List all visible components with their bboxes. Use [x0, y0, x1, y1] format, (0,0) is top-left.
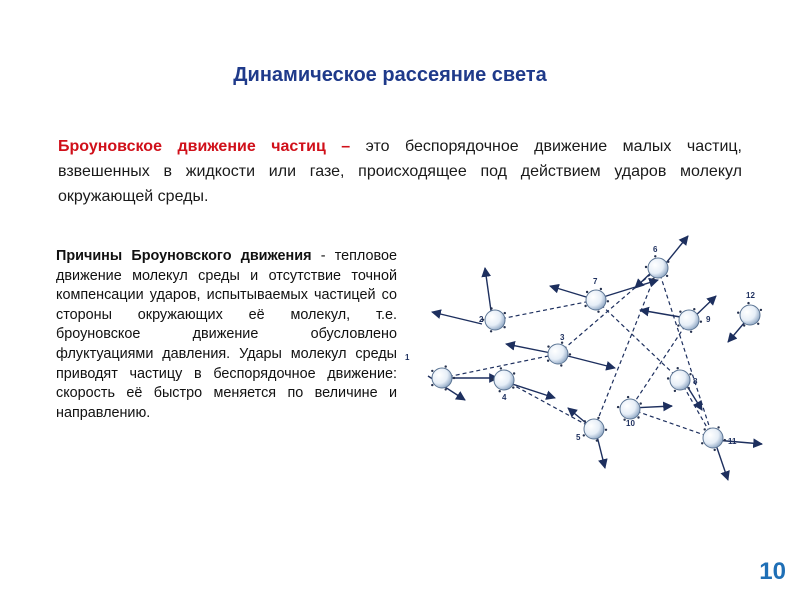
molecule-dot [512, 386, 514, 388]
particle-10 [620, 399, 640, 419]
impulse-arrow [432, 312, 482, 324]
molecule-dot [600, 288, 602, 290]
molecule-dot [569, 353, 571, 355]
particle-label-7: 7 [593, 277, 598, 286]
molecule-dot [490, 307, 492, 309]
particle-1 [432, 368, 452, 388]
molecule-dot [490, 330, 492, 332]
molecule-dot [491, 378, 493, 380]
molecule-dot [453, 377, 455, 379]
molecule-dot [667, 261, 669, 263]
particle-6 [648, 258, 668, 278]
trajectory-dash [596, 300, 680, 380]
molecule-dot [513, 372, 515, 374]
molecule-dot [605, 429, 607, 431]
molecule-dot [693, 308, 695, 310]
molecule-dot [584, 420, 586, 422]
definition-dash: – [325, 138, 366, 155]
particle-8 [670, 370, 690, 390]
molecule-dot [717, 426, 719, 428]
molecule-dot [757, 323, 759, 325]
particle-7 [586, 290, 606, 310]
particle-2 [485, 310, 505, 330]
molecule-dot [743, 324, 745, 326]
particle-label-6: 6 [653, 245, 658, 254]
particle-12 [740, 305, 760, 325]
molecule-dot [747, 302, 749, 304]
molecule-dot [737, 312, 739, 314]
trajectory-dash [630, 409, 713, 438]
particle-4 [494, 370, 514, 390]
molecule-dot [547, 360, 549, 362]
trajectory-dash [630, 320, 689, 409]
molecule-dot [690, 331, 692, 333]
particle-label-5: 5 [576, 433, 581, 442]
molecule-dot [704, 428, 706, 430]
molecule-dot [652, 278, 654, 280]
molecule-dot [645, 266, 647, 268]
particle-label-1: 1 [405, 353, 410, 362]
molecule-dot [724, 439, 726, 441]
trajectory-dashes [442, 268, 713, 438]
molecule-dot [714, 449, 716, 451]
particle-labels [405, 245, 755, 446]
causes-lead: Причины Броуновского движения [56, 248, 312, 264]
molecule-dot [677, 367, 679, 369]
molecule-dot [583, 434, 585, 436]
particle-9 [679, 310, 699, 330]
molecule-dot [760, 309, 762, 311]
molecule-dot [560, 364, 562, 366]
brownian-motion-diagram [405, 228, 790, 490]
molecule-dot [503, 326, 505, 328]
molecule-dot [688, 387, 690, 389]
molecule-dot [597, 417, 599, 419]
trajectory-dash [495, 300, 596, 320]
molecule-dot [654, 255, 656, 257]
molecule-dot [617, 406, 619, 408]
particle-label-11: 11 [728, 437, 737, 446]
causes-text: - тепловое движение молекул среды и отсутствие точной компенсации ударов, испытываемых частицей со стороны окружающих её молекул, т.е. броуновское движение обусловлено флуктуациями давления. Удары молекул среды приводят частицу в беспорядочное движение: скорость её быстро меняется по величине и направлению. [56, 248, 397, 421]
molecule-dot [607, 300, 609, 302]
causes-paragraph [56, 247, 397, 423]
molecule-dot [445, 388, 447, 390]
definition-paragraph [58, 134, 742, 209]
molecule-dot [637, 416, 639, 418]
molecule-dot [584, 305, 586, 307]
molecule-dot [596, 439, 598, 441]
molecule-dot [667, 377, 669, 379]
slide-title: Динамическое рассеяние света [233, 64, 547, 86]
particle-label-2: 2 [479, 315, 484, 324]
molecule-dot [666, 275, 668, 277]
particle-5 [584, 419, 604, 439]
particle-label-3: 3 [560, 333, 565, 342]
particle-label-10: 10 [626, 419, 635, 428]
molecule-dot [504, 312, 506, 314]
particle-label-8: 8 [693, 377, 698, 386]
molecule-dot [431, 370, 433, 372]
particle-3 [548, 344, 568, 364]
molecule-dot [586, 291, 588, 293]
molecule-dot [700, 321, 702, 323]
molecule-dot [431, 384, 433, 386]
particle-label-12: 12 [746, 291, 755, 300]
molecule-dot [689, 373, 691, 375]
definition-term: Броуновское движение частиц [58, 138, 326, 155]
molecule-dot [677, 324, 679, 326]
molecule-dot [640, 402, 642, 404]
trajectory-dash [658, 268, 713, 438]
molecule-dot [499, 390, 501, 392]
molecule-dot [627, 396, 629, 398]
page-number: 10 [759, 558, 786, 585]
molecule-dot [674, 390, 676, 392]
trajectory-dash [504, 380, 594, 429]
molecule-dot [597, 311, 599, 313]
molecule-dot [679, 311, 681, 313]
molecule-dot [701, 442, 703, 444]
particle-label-9: 9 [706, 315, 711, 324]
molecule-dot [500, 367, 502, 369]
particle-label-4: 4 [502, 393, 507, 402]
particle-11 [703, 428, 723, 448]
definition-text: это беспорядочное движение малых частиц, взвешенных в жидкости или газе, происходящее под действием ударов молекул окружающей среды. [58, 138, 742, 205]
molecule-dot [547, 345, 549, 347]
molecule-dot [445, 365, 447, 367]
